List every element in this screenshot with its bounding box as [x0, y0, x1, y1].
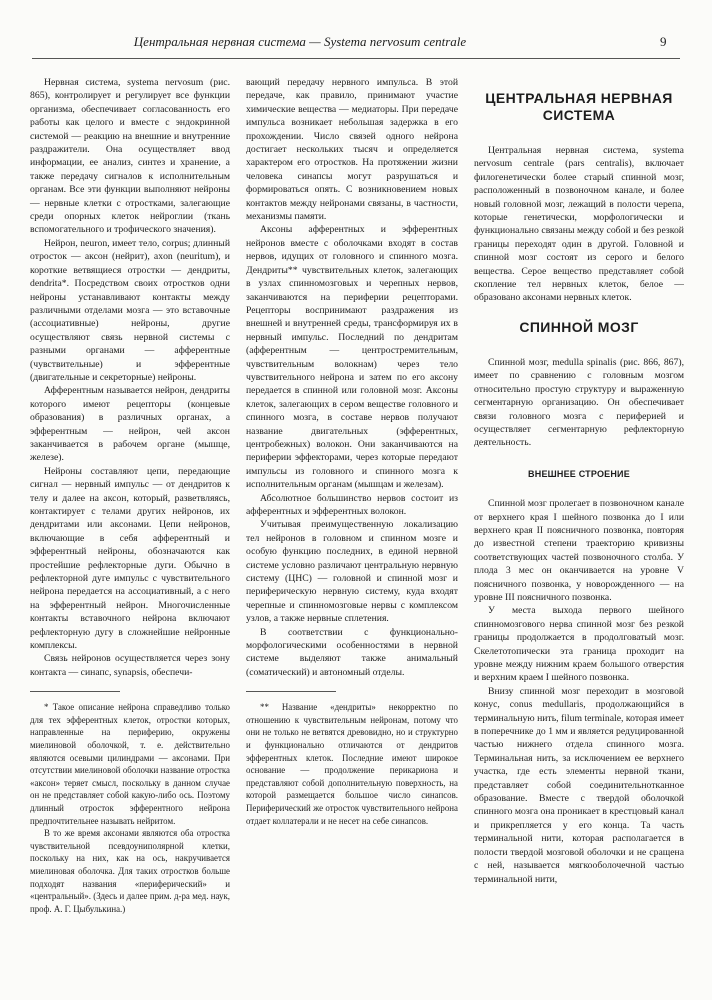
column-middle	[246, 76, 458, 827]
paragraph-afferent: Афферентным называется нейрон, дендриты которого имеют рецепторы (концевые образования) в различных органах, а эфферентным — нейрон, чей аксон заканчивается в рабочем органе (мышце, железе).	[30, 385, 230, 464]
paragraph-neuron: Нейрон, neuron, имеет тело, corpus; длинный отросток — аксон (нейрит), axon (neuritum), и короткие ветвящиеся отростки — дендриты, dendrita*. Посредством своих отростков одни нейроны устанавливают контакты между различными отделами мозга — это вставочные (ассоциативные) нейроны, другие осуществляют связь нервной системы с разными органами — афферентные (чувствительные) и эфферентные (двигательные и секреторные) нейроны.	[30, 237, 230, 383]
paragraph-cns: Центральная нервная система, systema nervosum centrale (pars centralis), включает филогенетически более старый спинной мозг, расположенный в позвоночном канале, и более новый головной мозг, лежащий в полости черепа, которые генетически, морфологически и функционально связаны между собой и без резкой границы переходят один в другой. Головной и спинной мозг состоят из серого и белого вещества. Серое вещество представляет собой скопление тел нервных клеток, белое — образовано аксонами нервных клеток.	[474, 145, 684, 304]
paragraph-conus-medullaris: Внизу спинной мозг переходит в мозговой конус, conus medullaris, продолжающийся в терминальную нить, filum terminale, которая имеет в поперечнике до 1 мм и является редуцированной частью нижнего отдела спинного мозга. Терминальная нить, за исключением ее верхнего участка, где есть элементы нервной ткани, представляет собой соединительнотканное образование. Вместе с твердой оболочкой спинного мозга она проникает в крестцовый канал и прикрепляется у его конца. Та часть терминальной нити, которая располагается в полости твердой мозговой оболочки и не сращена с ней, называется мягкооболочечной частью терминальной нити,	[474, 685, 684, 885]
column-right	[474, 76, 684, 886]
header-rule	[32, 58, 680, 59]
paragraph-somatic-autonomic: В соответствии с функционально-морфологическими особенностями в нервной системе выделяют также анимальный (соматический) и автономный отделы.	[246, 626, 458, 678]
paragraph-nerves: Аксоны афферентных и эфферентных нейронов вместе с оболочками входят в состав нервов, идущих от головного и спинного мозга. Дендриты** чувствительных клеток, залегающих в узлах спинномозговых и черепных нервов, заканчиваются на периферии рецепторами. Рецепторы воспринимают раздражения из внешней и внутренней среды, трансформируя их в нервный импульс. Последний по дендритам (афферентным — центростремительным, чувствительным волокнам) через тело чувствительного нейрона и затем по его аксону передается в спинной или головной мозг. Аксоны клеток, залегающих в сером веществе головного и спинного мозга, в составе нервов получают название двигательных (эфферентных, центробежных) волокон. Они заканчиваются на периферии эффекторами, через которые передают импульсы из головного и спинного мозга к исполнительным органам (мышцам и железам).	[246, 224, 458, 491]
footnote-axon: * Такое описание нейрона справедливо только для тех эфферентных клеток, отростки которых, направленные на периферию, окружены миелиновой оболочкой, т. е. действительно являются осевыми цилиндрами — аксонами. При отсутствии миелиновой оболочки название отростка «аксон» теряет смысл, поскольку в данном случае он не представляет собой какую-либо ось. Поэтому длинный отросток эфферентного нейрона предпочтительнее называть нейритом.	[30, 702, 230, 826]
column-left	[30, 76, 230, 915]
heading-external-structure: ВНЕШНЕЕ СТРОЕНИЕ	[528, 468, 630, 479]
footnote-dendrites: ** Название «дендриты» некорректно по отношению к чувствительным нейронам, потому что они не только не ветвятся древовидно, но и структурно и функционально отличаются от дендритов эфферентных клеток. Последние имеют широкое основание — продолжение перикариона и представляют собой дополнительную поверхность, на которой размещается большое число синапсов. Периферический же отросток чувствительного нейрона отдает коллатерали и не несет на себе синапсов.	[246, 702, 458, 826]
running-header-title: Центральная нервная система — Systema nervosum centrale	[133, 34, 467, 49]
heading-spinal-cord: СПИННОЙ МОЗГ	[519, 318, 639, 335]
footnote-rule	[246, 691, 336, 692]
paragraph-medulla-border: У места выхода первого шейного спинномозгового нерва спинной мозг без резкой границы продолжается в продолговатый мозг. Скелетотопически эта граница проходит на уровне между нижним краем большого отверстия и верхним краем I шейного позвонка.	[474, 605, 684, 684]
footnote-axon-continued: В то же время аксонами являются оба отростка чувствительной псевдоуниполярной клетки, поскольку на них, как на ось, накручивается миелиновая оболочка. Для таких отростков больше подходят названия «периферический» и «центральный». (Здесь и далее прим. д-ра мед. наук, проф. А. Г. Цыбулькина.)	[30, 828, 230, 914]
paragraph-cns-pns: Учитывая преимущественную локализацию тел нейронов в головном и спинном мозге и особую функцию последних, в единой нервной системе условно различают центральную нервную систему (ЦНС) — головной и спинной мозг и периферическую нервную систему, куда входят черепные и спинномозговые нервы с комплексом узлов, а также нервные сплетения.	[246, 519, 458, 625]
paragraph-synapse: Связь нейронов осуществляется через зону контакта — синапс, synapsis, обеспечи-	[30, 653, 230, 678]
page-number: 9	[660, 34, 667, 49]
heading-central-nervous-system: ЦЕНТРАЛЬНАЯ НЕРВНАЯ СИСТЕМА	[485, 90, 673, 123]
running-header	[0, 34, 712, 56]
paragraph-nerve-fibers: Абсолютное большинство нервов состоит из афферентных и эфферентных волокон.	[246, 492, 458, 517]
paragraph-neuron-chains: Нейроны составляют цепи, передающие сигнал — нервный импульс — от дендритов к телу и далее на аксон, который, разветвляясь, контактирует с телами других нейронов, их дендритами или аксонами. Цепи нейронов, включающие в себя афферентный и эфферентный нейроны, обозначаются как простейшие рефлекторные дуги. Обычно в рефлекторной дуге импульс с чувствительного нейрона передается на ассоциативный, а с него на эфферентный нейрон. Многочисленные контакты вставочного нейрона включают рефлекторную дугу в сложнейшие нейронные комплексы.	[30, 465, 230, 652]
paragraph-nervous-system: Нервная система, systema nervosum (рис. 865), контролирует и регулирует все функции организма, обеспечивает согласованность его работы как целого и вместе с эндокринной системой — реакцию на внешние и внутренние раздражители. Она осуществляет ввод информации, ее анализ, синтез и хранение, а также передачу сигналов к исполнительным органам. Все эти функции выполняют нейроны — нервные клетки с отростками, залегающие среди опорных клеток нейроглии (ткань вспомогательного и трофического значения).	[30, 77, 230, 236]
footnote-rule	[30, 691, 120, 692]
paragraph-spinal-cord: Спинной мозг, medulla spinalis (рис. 866, 867), имеет по сравнению с головным мозгом относительно простую структуру и выраженную сегментарную организацию. Он обеспечивает связи головного мозга с периферией и осуществляет сегментарную рефлекторную деятельность.	[474, 356, 684, 449]
paragraph-spinal-canal: Спинной мозг пролегает в позвоночном канале от верхнего края I шейного позвонка до I или верхнего края II поясничного позвонка, повторяя до известной степени траекторию кривизны соответствующих частей позвоночного столба. У плода 3 мес он оканчивается на уровне V поясничного позвонка, у новорожденного — на уровне III поясничного позвонка.	[474, 498, 684, 603]
paragraph-synapse-continued: вающий передачу нервного импульса. В этой передаче, как правило, принимают участие химические вещества — медиаторы. При передаче импульса возникает небольшая задержка в его прохождении. Число связей одного нейрона достигает нескольких тысяч и определяется характером его отростков. На протяжении жизни человека синапсы могут разрушаться и формироваться опять. С возникновением новых контактов между нейронами связаны, в частности, механизмы памяти.	[246, 77, 458, 223]
